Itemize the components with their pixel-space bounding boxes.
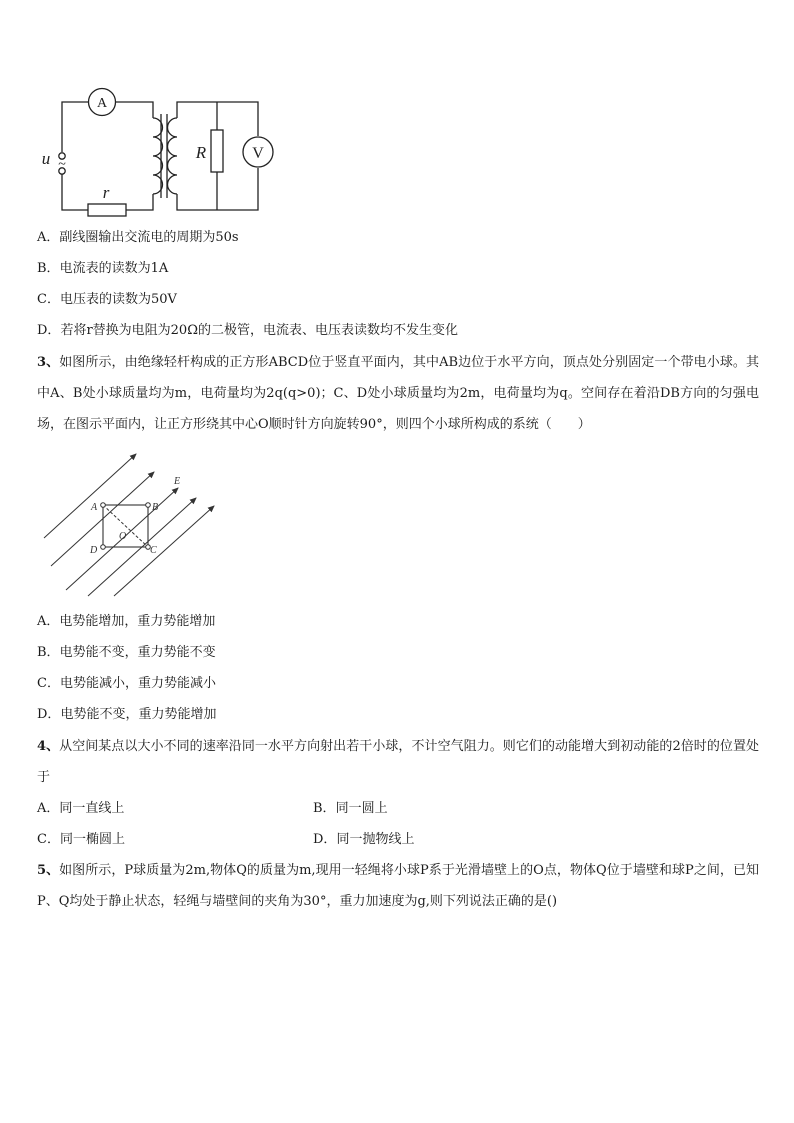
square-field-figure <box>36 448 226 598</box>
field-label-e: E <box>174 476 181 487</box>
ammeter-label: A <box>96 96 108 111</box>
source-symbol: ~ <box>58 157 66 172</box>
q3-option-c: C．电势能减小，重力势能减小 <box>37 676 216 691</box>
q4-option-c: C．同一椭圆上 <box>37 832 125 847</box>
q2-option-a: A．副线圈输出交流电的周期为50s <box>37 230 239 245</box>
resistor-R-label: R <box>195 143 207 162</box>
q2-option-c: C．电压表的读数为50V <box>37 292 177 307</box>
q4-option-d: D．同一抛物线上 <box>313 832 415 847</box>
vertex-label-d: D <box>90 545 98 556</box>
vertex-label-b: B <box>152 502 159 513</box>
q4-stem: 4、从空间某点以大小不同的速率沿同一水平方向射出若干小球，不计空气阻力。则它们的动能增大到初动能的2倍时的位置处于 <box>37 739 760 785</box>
vertex-label-a: A <box>91 502 98 513</box>
q3-option-a: A．电势能增加，重力势能增加 <box>37 614 216 629</box>
transformer-circuit-figure <box>36 82 286 222</box>
q4-option-a: A．同一直线上 <box>37 801 125 816</box>
q2-option-d: D．若将r替换为电阻为20Ω的二极管，电流表、电压表读数均不发生变化 <box>37 323 458 338</box>
voltmeter-label: V <box>252 145 264 162</box>
q3-stem: 3、如图所示，由绝缘轻杆构成的正方形ABCD位于竖直平面内，其中AB边位于水平方向，顶点处分别固定一个带电小球。其中A、B处小球质量均为m，电荷量均为2q(q>0)；C、D处小球质量均为2m，电荷量均为q。空间存在着沿DB方向的匀强电场，在图示平面内，让正方形绕其中心O顺时针方向旋转90°，则四个小球所构成的系统（ ） <box>37 355 759 432</box>
center-label-o: O <box>119 531 127 542</box>
vertex-label-c: C <box>150 545 157 556</box>
q5-stem: 5、如图所示，P球质量为2m,物体Q的质量为m,现用一轻绳将小球P系于光滑墙壁上的O点，物体Q位于墙壁和球P之间，已知P、Q均处于静止状态，轻绳与墙壁间的夹角为30°，重力加速度为g,则下列说法正确的是() <box>37 863 759 909</box>
resistor-r-label: r <box>102 183 110 202</box>
q4-option-b: B．同一圆上 <box>313 801 388 816</box>
q2-option-b: B．电流表的读数为1A <box>37 261 169 276</box>
source-label: u <box>41 149 51 168</box>
q3-option-b: B．电势能不变，重力势能不变 <box>37 645 216 660</box>
q3-option-d: D．电势能不变，重力势能增加 <box>37 707 217 722</box>
